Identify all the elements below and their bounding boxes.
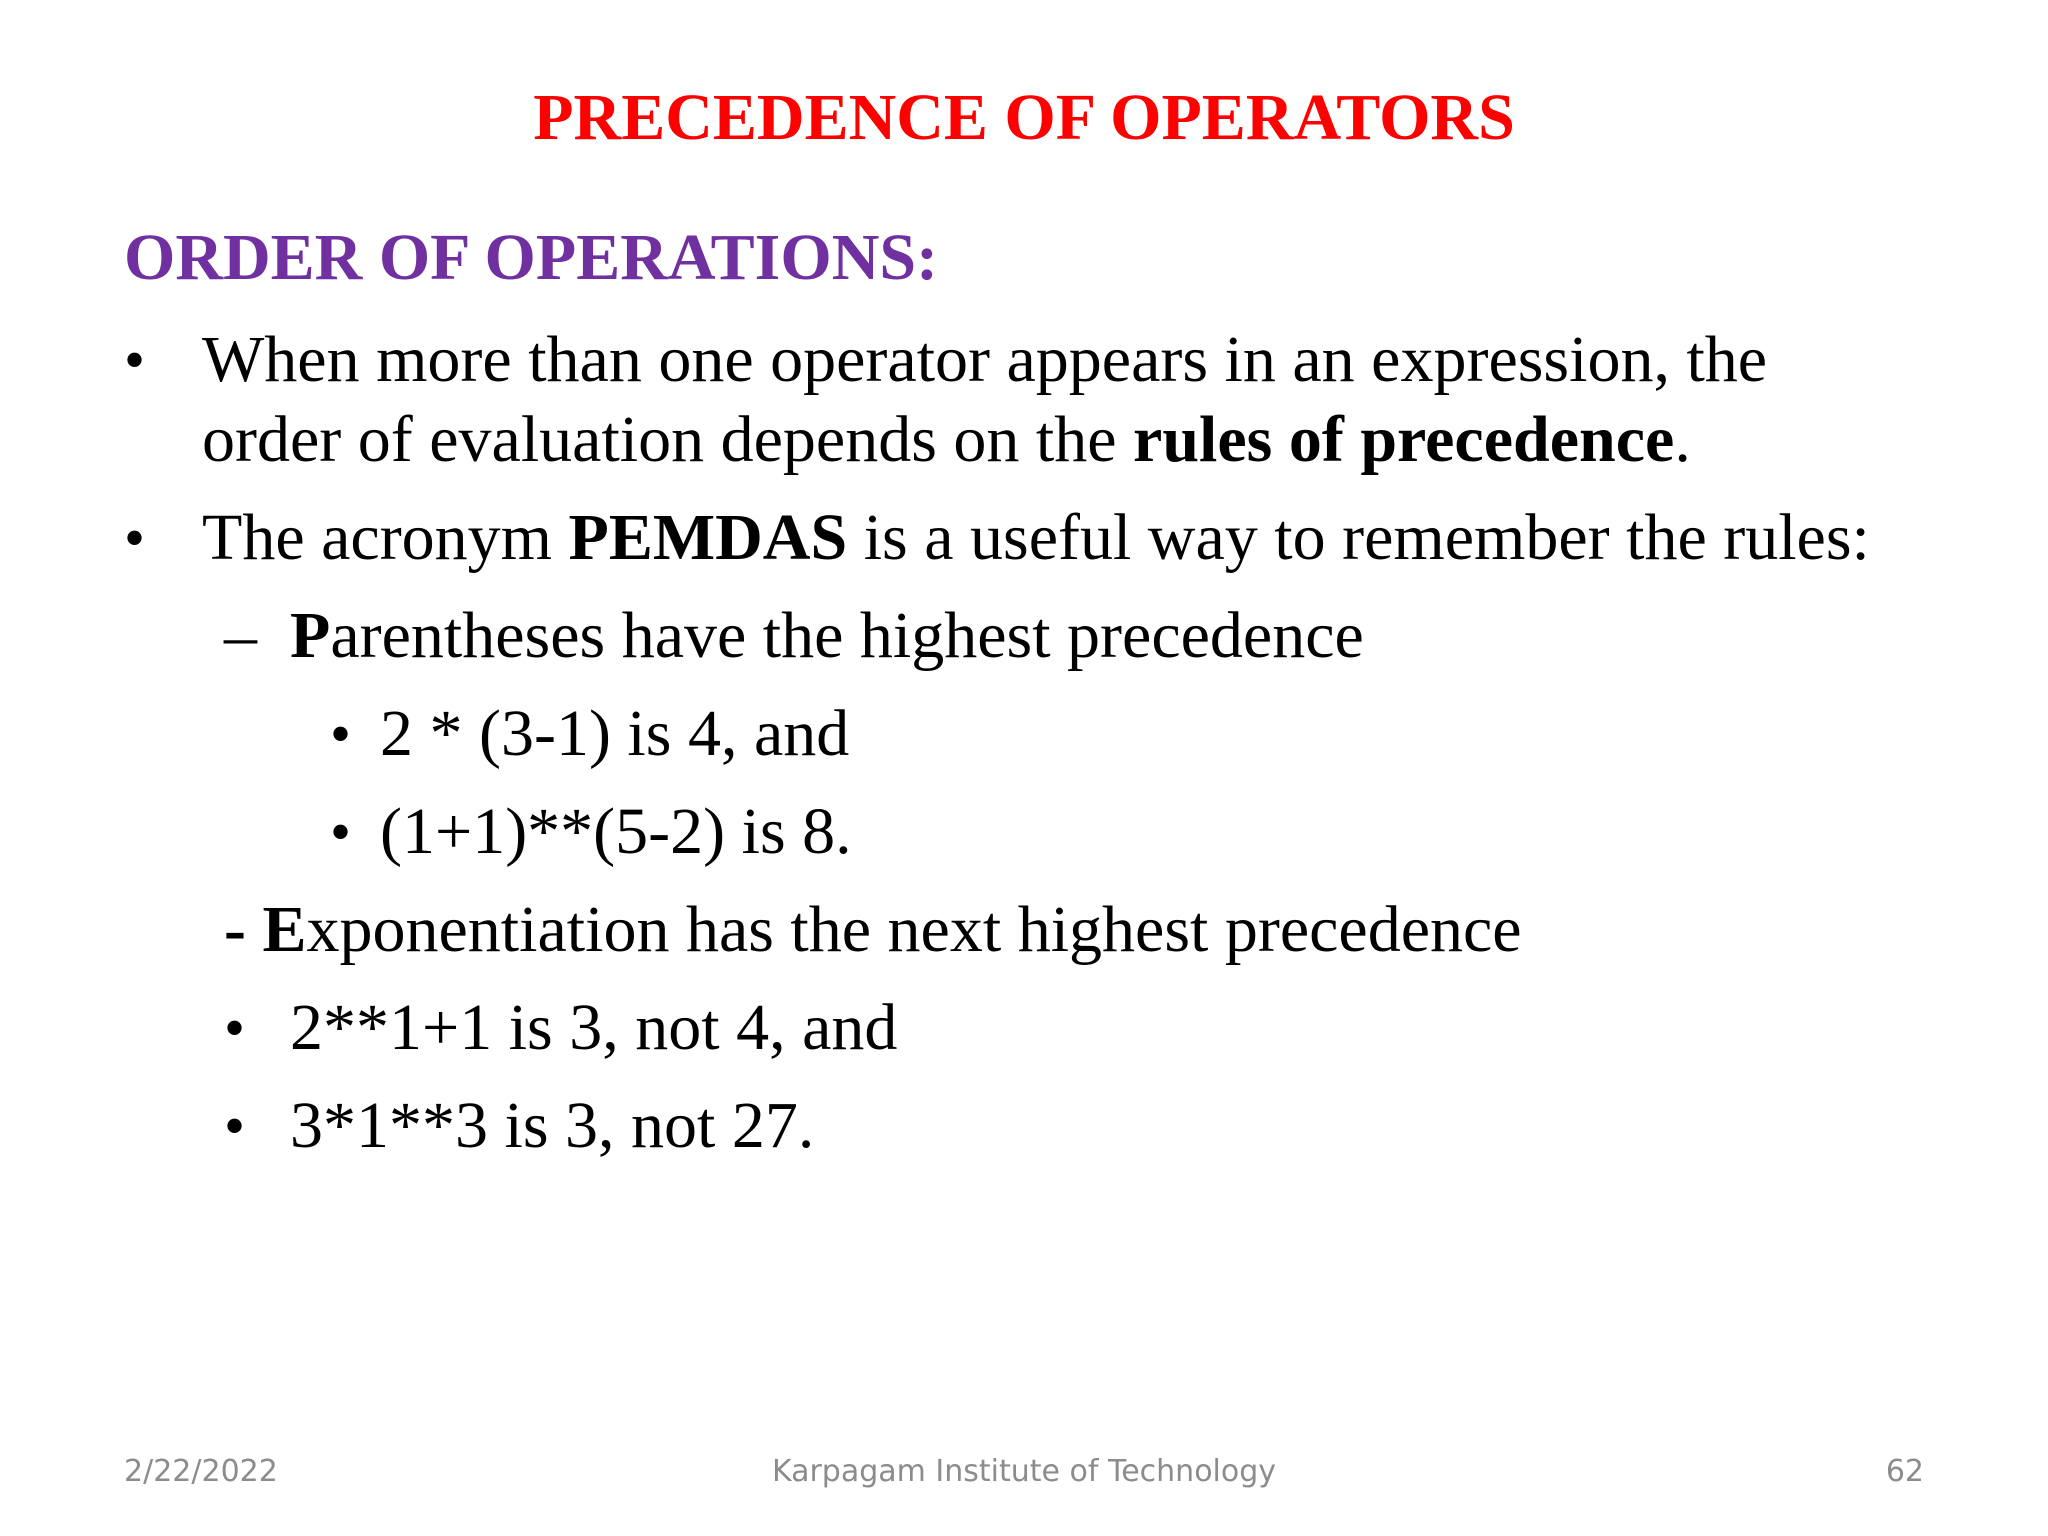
dash-icon: –: [224, 599, 257, 672]
exponentiation-rest: xponentiation has the next highest precedence: [306, 893, 1522, 966]
bullet-icon: •: [224, 995, 246, 1061]
bullet1-line2-suffix: .: [1674, 403, 1691, 476]
parentheses-line: [290, 596, 1364, 676]
bullet-icon: •: [330, 701, 352, 767]
bullet-icon: •: [330, 799, 352, 865]
exponentiation-letter: E: [262, 893, 307, 966]
parentheses-letter: P: [290, 599, 331, 672]
footer-date: 2/22/2022: [124, 1454, 278, 1489]
bullet2-prefix: The acronym: [202, 501, 569, 574]
bullet-icon: •: [124, 327, 146, 393]
footer-page-number: 62: [1885, 1454, 1924, 1489]
bullet1-line1: When more than one operator appears in an expression, the: [202, 323, 1768, 396]
bullet1-line2-bold: rules of precedence: [1133, 403, 1675, 476]
footer-institution: Karpagam Institute of Technology: [771, 1454, 1277, 1489]
section-heading: ORDER OF OPERATIONS:: [124, 221, 939, 294]
parentheses-rest: arentheses have the highest precedence: [330, 599, 1364, 672]
bullet1-line2-prefix: order of evaluation depends on the: [202, 403, 1134, 476]
exponentiation-line: [224, 890, 1522, 970]
parentheses-example-2: (1+1)**(5-2) is 8.: [380, 795, 852, 868]
bullet2-line: [202, 498, 1870, 578]
bullet-icon: •: [124, 505, 146, 571]
bullet2-suffix: is a useful way to remember the rules:: [847, 501, 1870, 574]
slide-title: PRECEDENCE OF OPERATORS: [533, 81, 1515, 154]
parentheses-example-1: 2 * (3-1) is 4, and: [380, 697, 850, 770]
bullet1-line2: [202, 400, 1691, 480]
exponentiation-dash: -: [224, 893, 263, 966]
bullet-icon: •: [224, 1093, 246, 1159]
exponentiation-example-2: 3*1**3 is 3, not 27.: [290, 1089, 815, 1162]
bullet2-bold: PEMDAS: [568, 501, 848, 574]
exponentiation-example-1: 2**1+1 is 3, not 4, and: [290, 991, 898, 1064]
